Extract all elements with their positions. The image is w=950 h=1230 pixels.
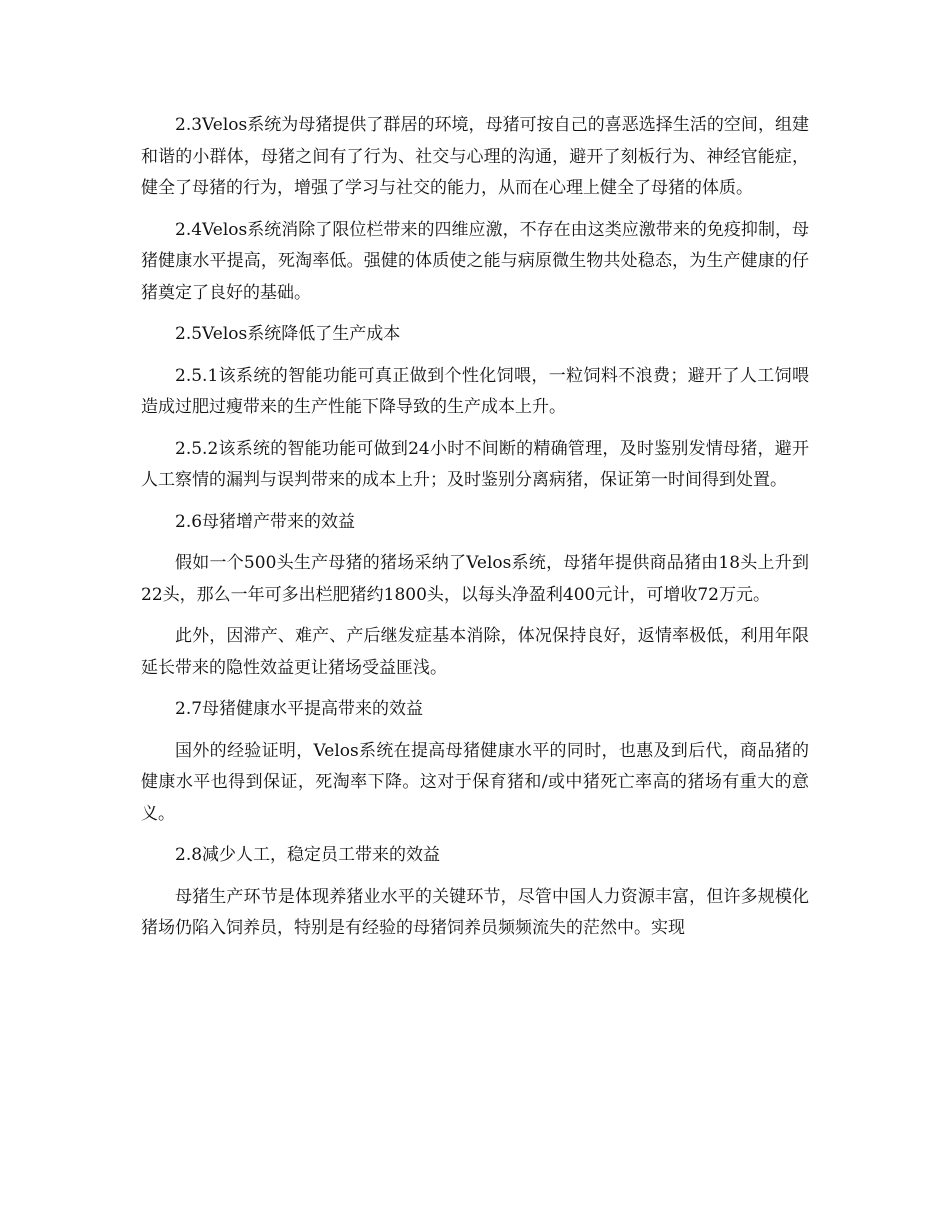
paragraph-2-5-2: 2.5.2该系统的智能功能可做到24小时不间断的精确管理，及时鉴别发情母猪，避开人工察情的漏判与误判带来的成本上升；及时鉴别分离病猪，保证第一时间得到处置。 <box>141 438 809 490</box>
heading-2-7: 2.7母猪健康水平提高带来的效益 <box>175 699 424 719</box>
paragraph-2-5-1: 2.5.1该系统的智能功能可真正做到个性化饲喂，一粒饲料不浪费；避开了人工饲喂造成过肥过瘦带来的生产性能下降导致的生产成本上升。 <box>141 365 809 417</box>
paragraph-2-6-additional: 此外，因滞产、难产、产后继发症基本消除，体况保持良好，返情率极低，利用年限延长带来的隐性效益更让猪场受益匪浅。 <box>141 626 809 678</box>
heading-2-6: 2.6母猪增产带来的效益 <box>175 511 356 532</box>
paragraph-2-3: 2.3Velos系统为母猪提供了群居的环境，母猪可按自己的喜恶选择生活的空间，组建和谐的小群体，母猪之间有了行为、社交与心理的沟通，避开了刻板行为、神经官能症，健全了母猪的行为，增强了学习与社交的能力，从而在心理上健全了母猪的体质。 <box>141 115 809 198</box>
paragraph-2-8: 母猪生产环节是体现养猪业水平的关键环节，尽管中国人力资源丰富，但许多规模化猪场仍陷入饲养员，特别是有经验的母猪饲养员频频流失的茫然中。实现 <box>141 886 809 938</box>
heading-2-8: 2.8减少人工，稳定员工带来的效益 <box>175 845 441 865</box>
document-body <box>141 110 809 955</box>
heading-2-5: 2.5Velos系统降低了生产成本 <box>175 324 401 344</box>
paragraph-2-4: 2.4Velos系统消除了限位栏带来的四维应激，不存在由这类应激带来的免疫抑制，母猪健康水平提高，死淘率低。强健的体质使之能与病原微生物共处稳态，为生产健康的仔猪奠定了良好的基础。 <box>141 219 809 303</box>
paragraph-2-6-example: 假如一个500头生产母猪的猪场采纳了Velos系统，母猪年提供商品猪由18头上升到22头，那么一年可多出栏肥猪约1800头，以每头净盈利400元计，可增收72万元。 <box>141 553 809 605</box>
paragraph-2-7: 国外的经验证明，Velos系统在提高母猪健康水平的同时，也惠及到后代，商品猪的健康水平也得到保证，死淘率下降。这对于保育猪和/或中猪死亡率高的猪场有重大的意义。 <box>141 740 809 824</box>
